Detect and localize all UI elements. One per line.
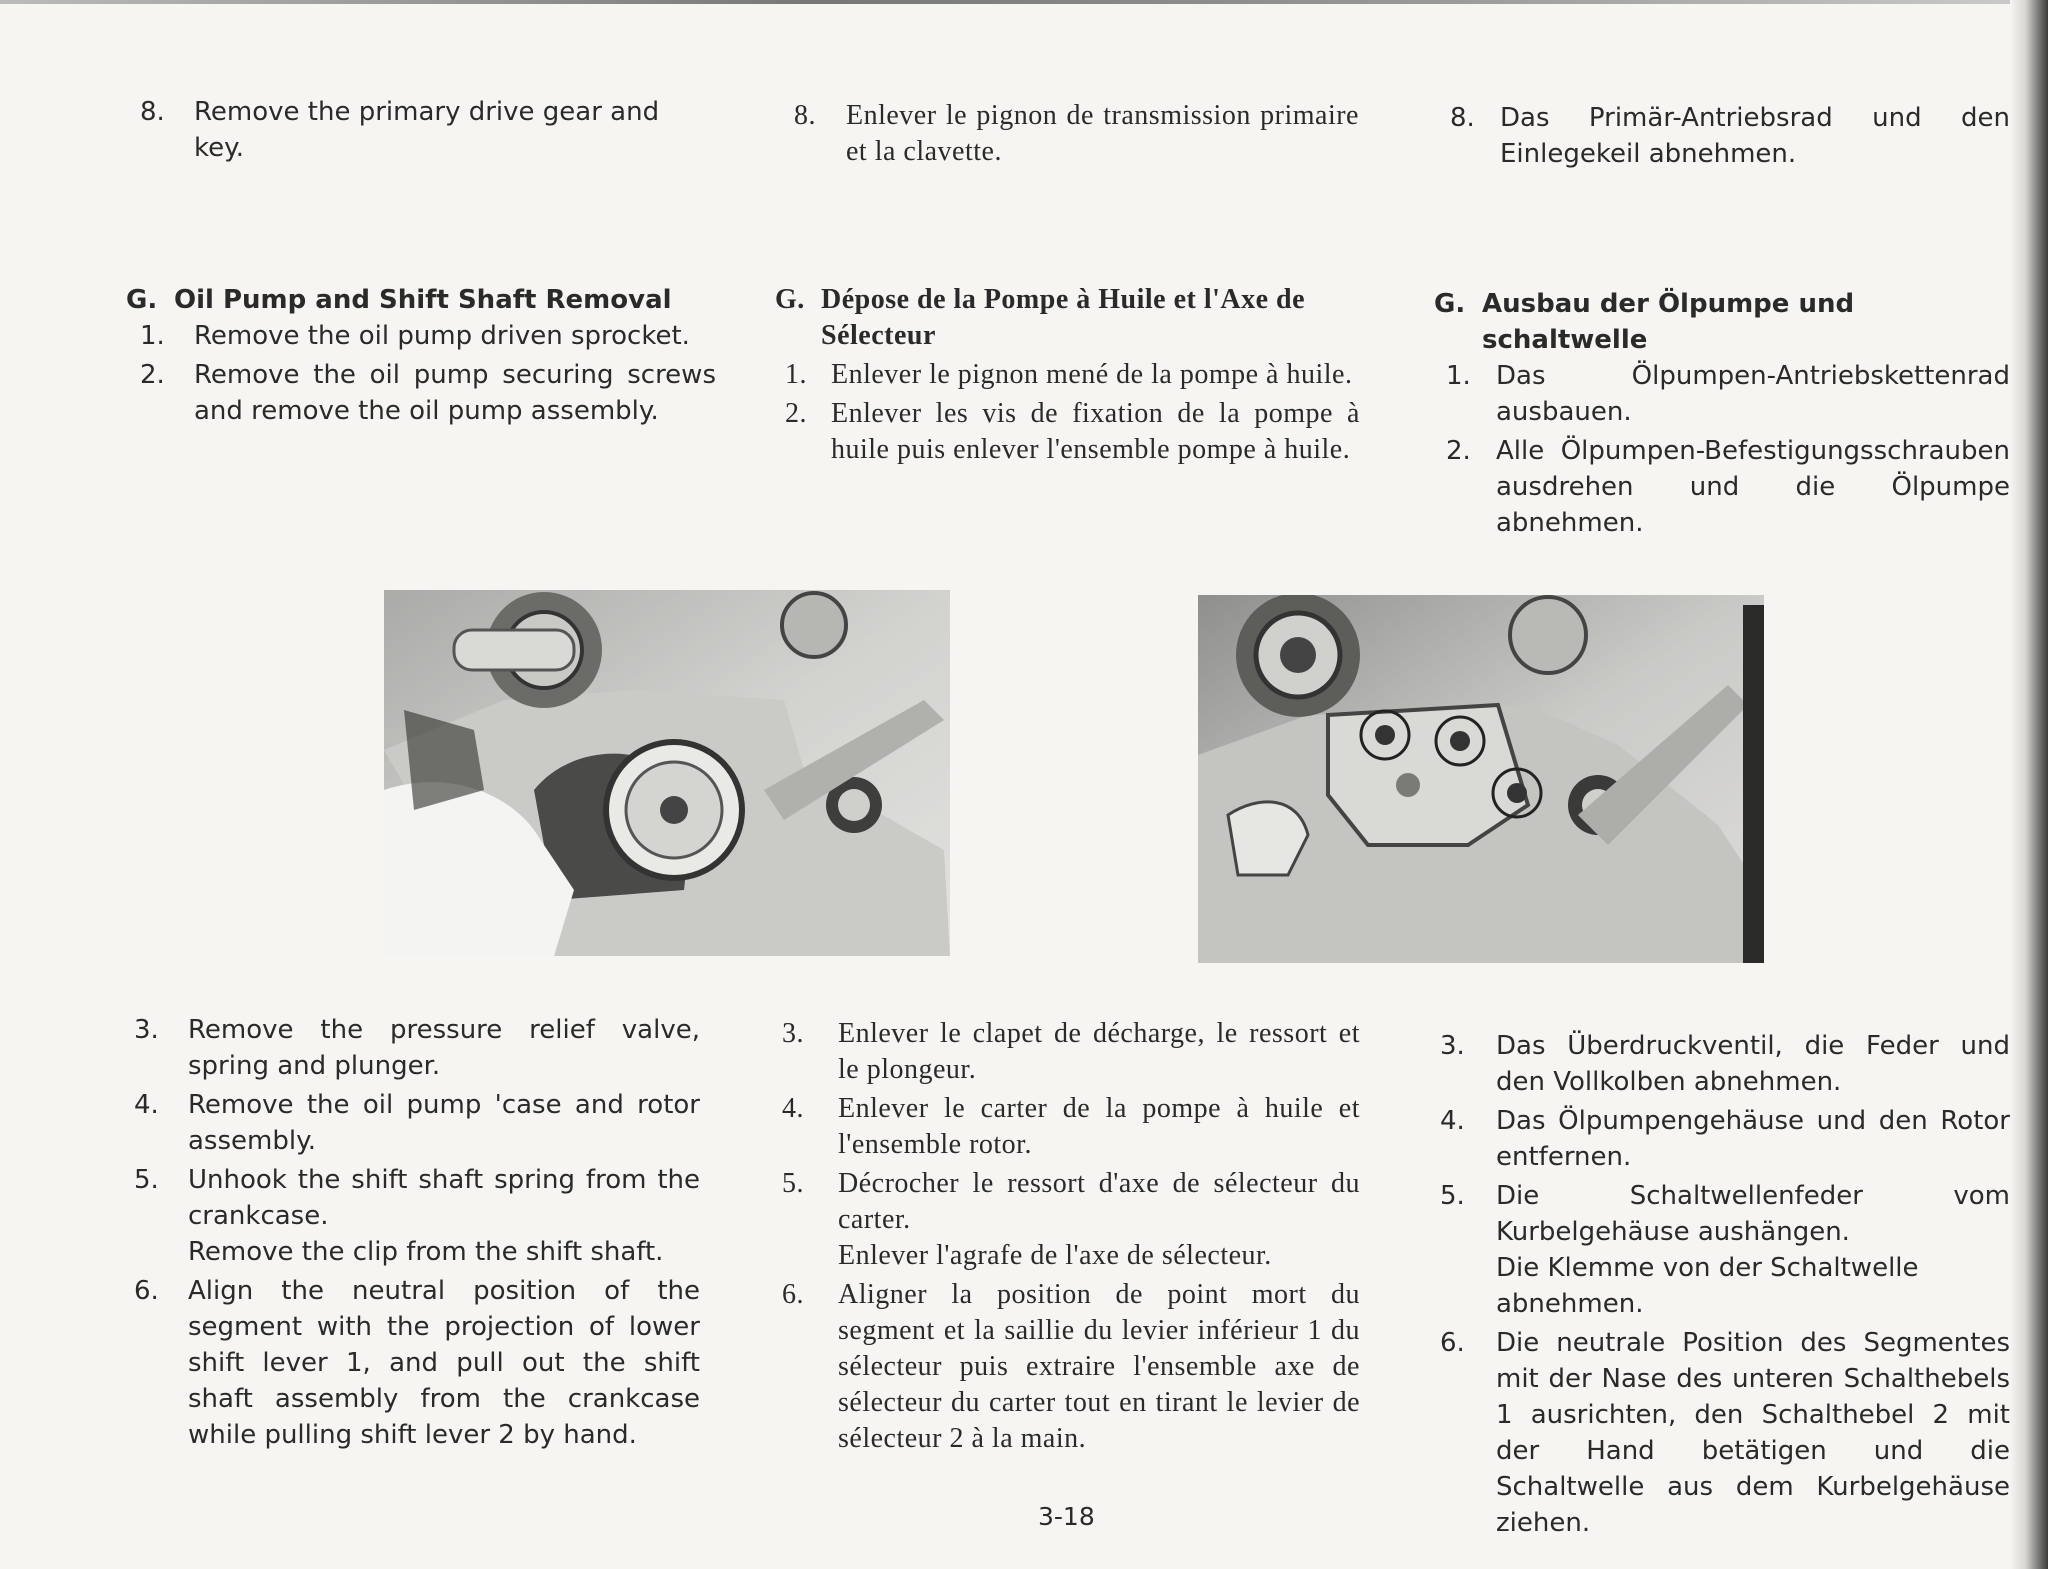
step-number: 4. <box>782 1093 804 1124</box>
step-text: Remove the primary drive gear and key. <box>194 97 660 163</box>
step-text: Das Ölpumpengehäuse und den Rotor entfernen. <box>1496 1106 2010 1172</box>
list-item <box>140 357 716 429</box>
section-letter: G. <box>1434 289 1466 319</box>
step-number: 2. <box>785 398 807 429</box>
list-item <box>1440 1325 2010 1541</box>
list-item <box>134 1273 700 1453</box>
section-title: Dépose de la Pompe à Huile et l'Axe de Sélecteur <box>821 284 1306 351</box>
step-text: Die neutrale Position des Segmentes mit der Nase des unteren Schalthebels 1 ausrichten, den Schalthebel 2 mit der Hand betätigen und die Schaltwelle aus dem Kurbelgehäuse ziehen. <box>1496 1328 2010 1538</box>
section-title: Oil Pump and Shift Shaft Removal <box>174 285 672 315</box>
step-number: 1. <box>785 359 807 390</box>
en-step-8 <box>140 94 700 169</box>
step-number: 8. <box>140 97 165 127</box>
fr-lower-steps <box>782 1016 1360 1460</box>
step-text: Align the neutral position of the segment with the projection of lower shift lever 1, and pull out the shift shaft assembly from the crankcase while pulling shift lever 2 by hand. <box>188 1276 700 1450</box>
list-item <box>1440 1103 2010 1175</box>
fr-section-g <box>775 282 1360 471</box>
section-title: Ausbau der Ölpumpe und schaltwelle <box>1482 289 1855 355</box>
step-text: Enlever le pignon de transmission primaire et la clavette. <box>846 100 1359 167</box>
step-text: Remove the oil pump securing screws and remove the oil pump assembly. <box>194 360 716 426</box>
list-item <box>785 357 1360 393</box>
list-item <box>134 1087 700 1159</box>
step-number: 4. <box>1440 1106 1465 1136</box>
step-text: Enlever le carter de la pompe à huile et l'ensemble rotor. <box>838 1093 1360 1160</box>
step-number: 8. <box>1450 103 1475 133</box>
step-text: Remove the pressure relief valve, spring and plunger. <box>188 1015 700 1081</box>
step-number: 6. <box>782 1279 804 1310</box>
step-text: Remove the oil pump 'case and rotor assembly. <box>188 1090 700 1156</box>
step-number: 3. <box>1440 1031 1465 1061</box>
list-item <box>1446 358 2010 430</box>
step-number: 3. <box>782 1018 804 1049</box>
list-item <box>140 318 716 354</box>
list-item <box>1440 1028 2010 1100</box>
list-item <box>785 396 1360 468</box>
step-number: 5. <box>782 1168 804 1199</box>
en-section-g <box>126 282 716 432</box>
step-text: Das Ölpumpen-Antriebskettenrad ausbauen. <box>1496 361 2010 427</box>
list-item <box>782 1166 1360 1274</box>
page-binding-shadow <box>2010 0 2048 1569</box>
step-extra-text: Remove the clip from the shift shaft. <box>188 1237 664 1267</box>
fr-step-8 <box>794 98 1359 173</box>
step-number: 2. <box>1446 436 1471 466</box>
step-number: 3. <box>134 1015 159 1045</box>
step-text: Enlever le pignon mené de la pompe à huile. <box>831 359 1353 390</box>
list-item <box>134 1012 700 1084</box>
step-number: 4. <box>134 1090 159 1120</box>
step-text: Die Schaltwellenfeder vom Kurbelgehäuse aushängen. <box>1496 1181 2010 1247</box>
list-item <box>134 1162 700 1270</box>
list-item <box>1446 433 2010 541</box>
de-step-8 <box>1450 100 2010 175</box>
step-number: 8. <box>794 100 816 131</box>
step-number: 1. <box>140 321 165 351</box>
section-letter: G. <box>775 284 805 315</box>
list-item <box>782 1016 1360 1088</box>
step-text: Enlever le clapet de décharge, le ressort et le plongeur. <box>838 1018 1360 1085</box>
step-number: 2. <box>140 360 165 390</box>
oil-pump-sprocket-photo <box>384 590 950 956</box>
step-text: Unhook the shift shaft spring from the crankcase. <box>188 1165 700 1231</box>
step-extra-text: Die Klemme von der Schaltwelle abnehmen. <box>1496 1253 1919 1319</box>
step-number: 1. <box>1446 361 1471 391</box>
step-text: Das Überdruckventil, die Feder und den Vollkolben abnehmen. <box>1496 1031 2010 1097</box>
list-item <box>1440 1178 2010 1322</box>
step-number: 6. <box>134 1276 159 1306</box>
de-lower-steps <box>1440 1028 2010 1544</box>
oil-pump-screws-photo <box>1198 595 1764 963</box>
step-number: 6. <box>1440 1328 1465 1358</box>
page-top-edge <box>0 0 2048 4</box>
step-text: Das Primär-Antriebsrad und den Einlegekeil abnehmen. <box>1500 103 2010 169</box>
step-number: 5. <box>134 1165 159 1195</box>
step-number: 5. <box>1440 1181 1465 1211</box>
de-section-g <box>1434 286 2010 544</box>
page-number: 3-18 <box>1038 1502 1095 1531</box>
list-item <box>782 1091 1360 1163</box>
step-text: Décrocher le ressort d'axe de sélecteur du carter. <box>838 1168 1360 1235</box>
en-lower-steps <box>134 1012 700 1456</box>
step-extra-text: Enlever l'agrafe de l'axe de sélecteur. <box>838 1240 1272 1271</box>
list-item <box>782 1277 1360 1457</box>
step-text: Enlever les vis de fixation de la pompe à huile puis enlever l'ensemble pompe à huile. <box>831 398 1360 465</box>
step-text: Alle Ölpumpen-Befestigungsschrauben ausdrehen und die Ölpumpe abnehmen. <box>1496 436 2010 538</box>
step-text: Remove the oil pump driven sprocket. <box>194 321 690 351</box>
section-letter: G. <box>126 285 158 315</box>
step-text: Aligner la position de point mort du segment et la saillie du levier inférieur 1 du sélecteur puis extraire l'ensemble axe de sélecteur du carter tout en tirant le levier de sélecteur 2 à la main. <box>838 1279 1360 1454</box>
